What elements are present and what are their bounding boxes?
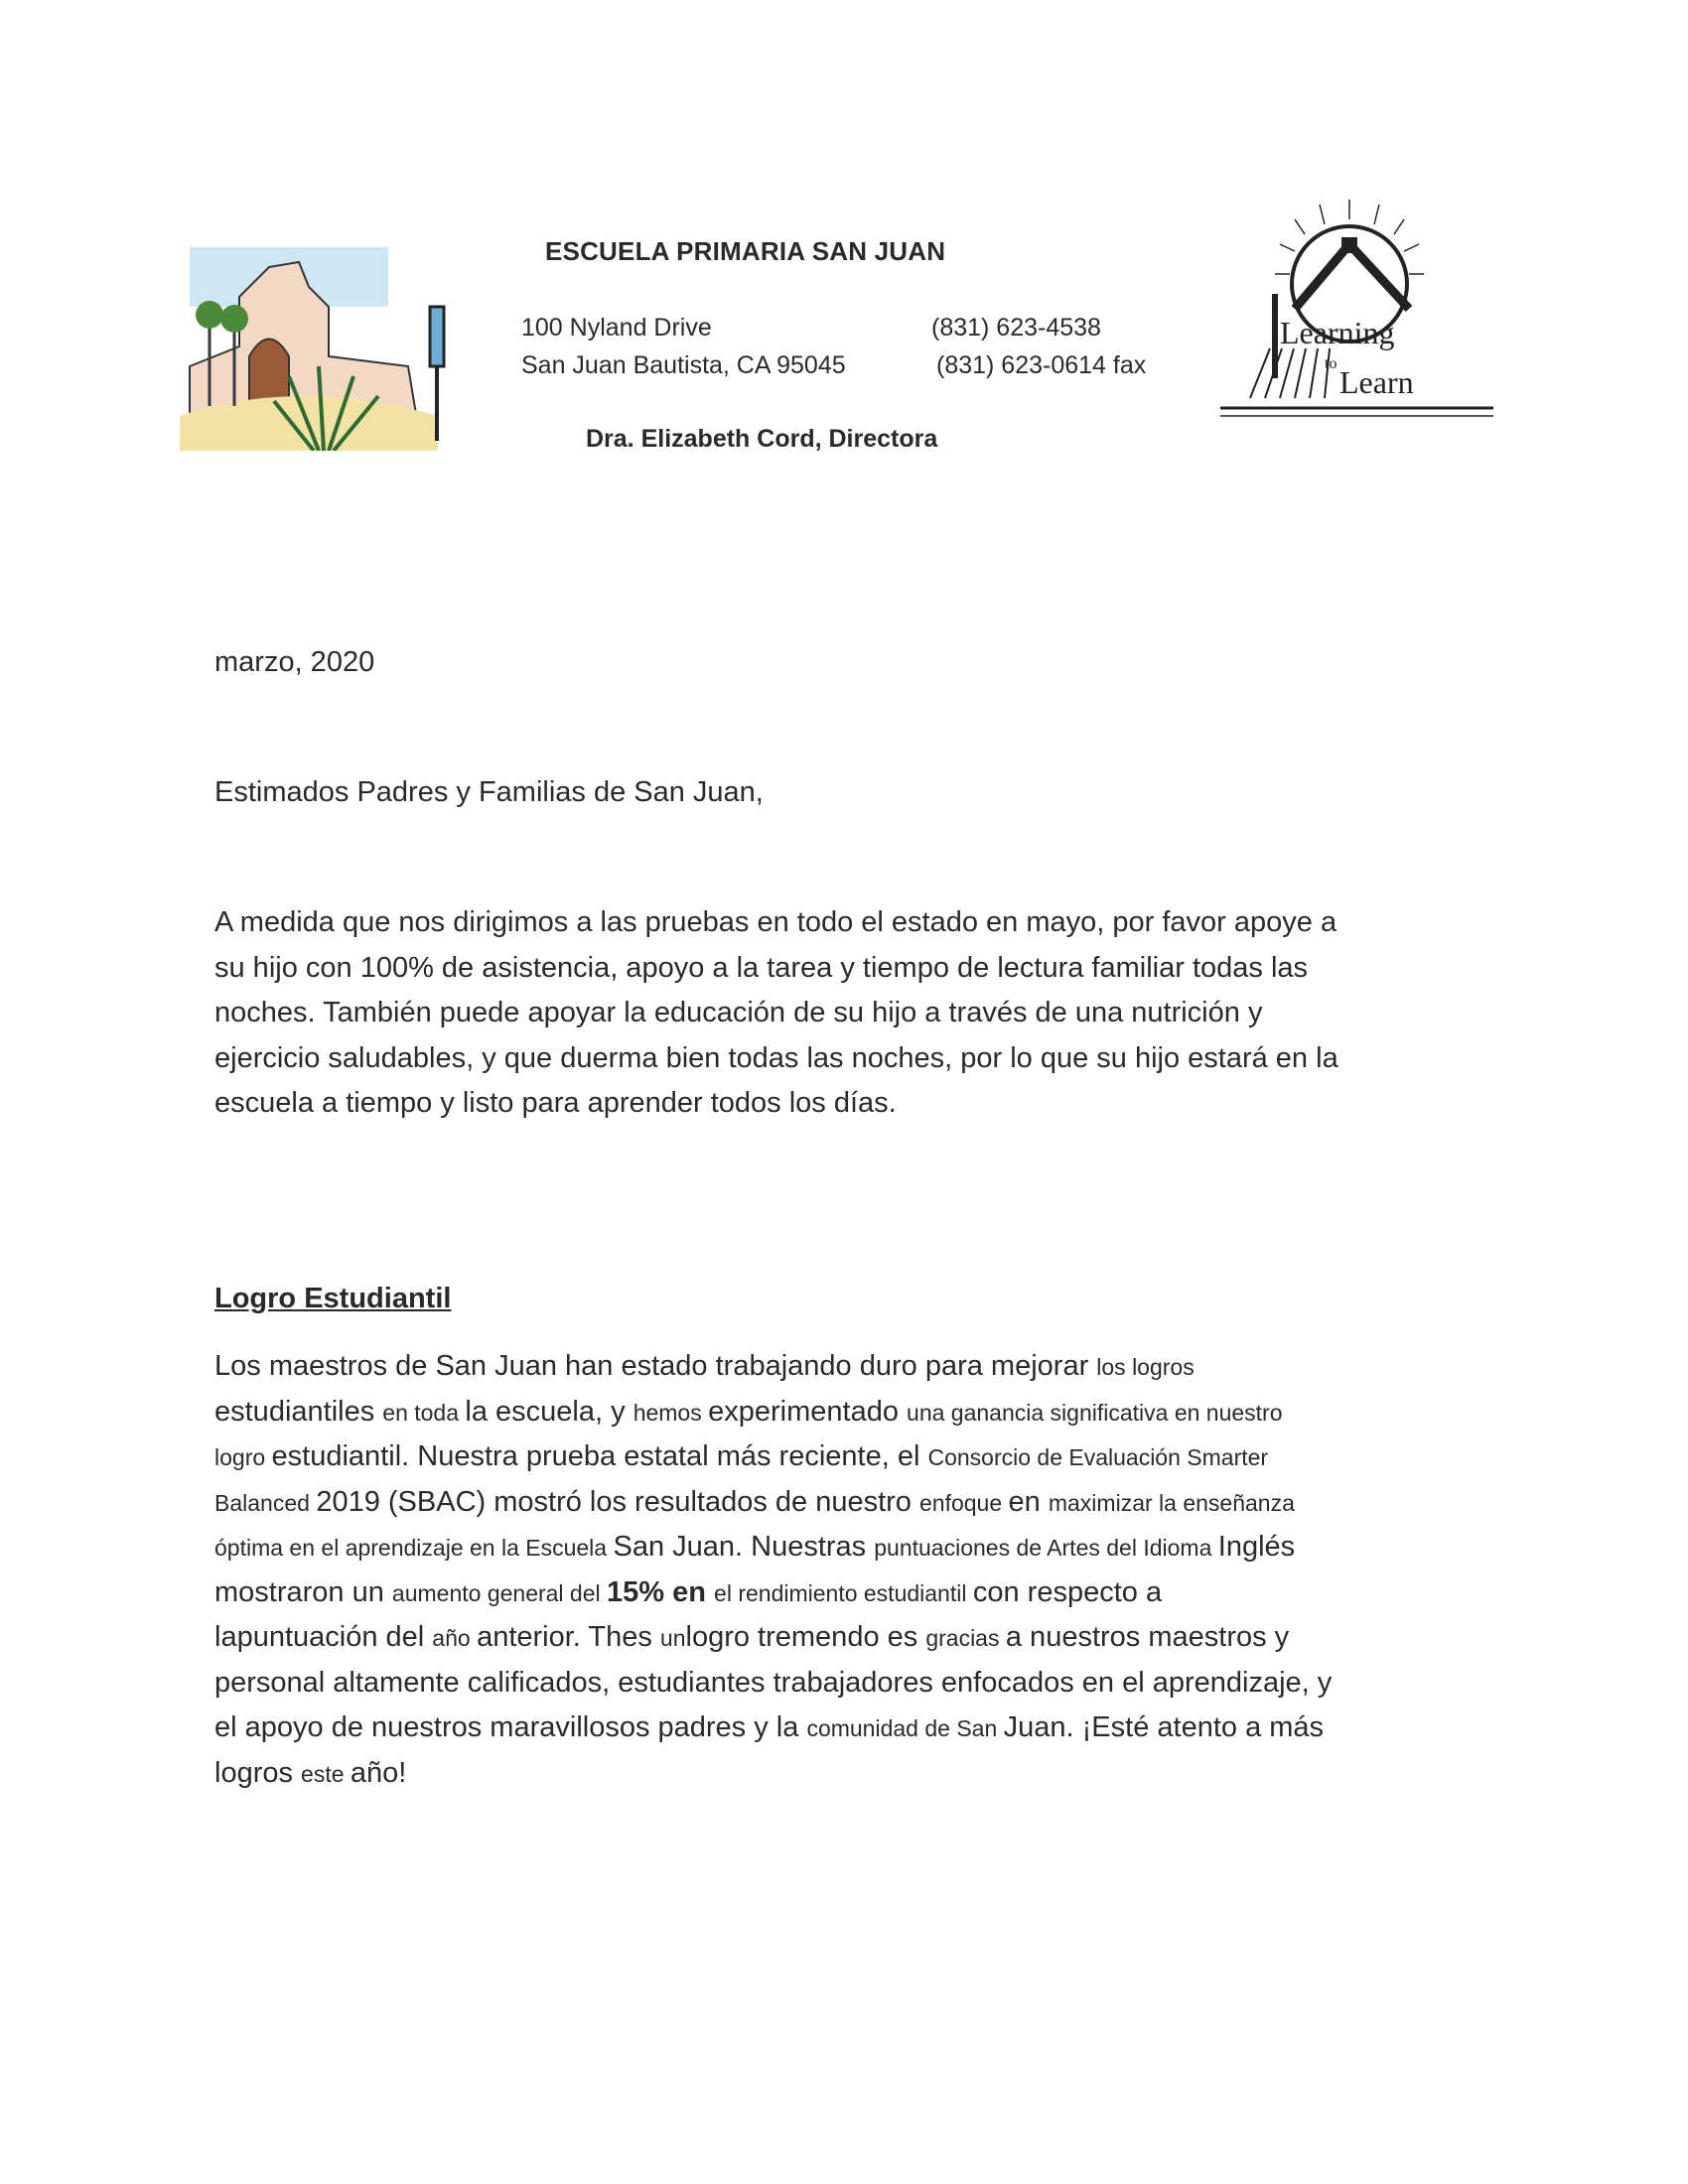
text-segment: un (659, 1625, 686, 1651)
paragraph-line (214, 1525, 1505, 1570)
paragraph-line (214, 1390, 1505, 1435)
text-segment: logro tremendo es (685, 1621, 926, 1653)
paragraph-line: escuela a tiempo y listo para aprender todos los días. (214, 1087, 897, 1119)
text-segment: logro (214, 1444, 272, 1470)
text-segment: aumento general del (391, 1579, 608, 1606)
text-segment: el apoyo de nuestros maravillosos padres y la (214, 1711, 807, 1743)
text-segment: puntuaciones de Artes del Idioma (874, 1535, 1218, 1561)
paragraph-line (214, 1661, 1505, 1706)
text-segment: mostraron un (214, 1575, 392, 1608)
text-segment: Balanced (214, 1489, 317, 1516)
phone-number: (831) 623-4538 (931, 314, 1101, 341)
text-segment: San Juan. Nuestras (613, 1531, 875, 1563)
text-segment: personal altamente calificados, estudiantes trabajadores enfocados en el aprendizaje, y (214, 1666, 1333, 1699)
text-segment: 15% en (607, 1575, 715, 1608)
paragraph-line: ejercicio saludables, y que duerma bien todas las noches, por lo que su hijo estará en la (214, 1041, 1338, 1074)
paragraph-line: su hijo con 100% de asistencia, apoyo a la tarea y tiempo de lectura familiar todas las (214, 951, 1309, 984)
logo-text-learning: Learning (1280, 315, 1395, 350)
text-segment: hemos (633, 1399, 709, 1426)
text-segment: óptima en el aprendizaje en la Escuela (214, 1535, 614, 1561)
text-segment: a nuestros maestros y (1005, 1621, 1290, 1653)
text-segment: Los maestros de San Juan han estado trabajando duro para mejorar (214, 1350, 1097, 1382)
achievement-paragraph (214, 1344, 1505, 1796)
text-segment: los logros (1096, 1354, 1195, 1380)
principal-name: Dra. Elizabeth Cord, Directora (586, 425, 938, 453)
text-segment: Juan. ¡Esté atento a más (1003, 1711, 1325, 1743)
school-illustration (180, 227, 458, 451)
text-segment: año (432, 1625, 478, 1651)
address (521, 309, 846, 384)
paragraph-line: noches. También puede apoyar la educación de su hijo a través de una nutrición y (214, 997, 1263, 1028)
paragraph-line: A medida que nos dirigimos a las pruebas en todo el estado en mayo, por favor apoye a (214, 906, 1337, 938)
paragraph-line (214, 1615, 1505, 1661)
text-segment: Inglés (1217, 1531, 1296, 1563)
contact (931, 309, 1146, 384)
text-segment: maximizar la enseñanza (1048, 1489, 1295, 1516)
text-segment: con respecto a (972, 1575, 1163, 1608)
text-segment: en (1008, 1485, 1049, 1518)
text-segment: lapuntuación del (214, 1621, 433, 1653)
text-segment: estudiantil. Nuestra prueba estatal más reciente, el (271, 1440, 928, 1472)
text-segment: en toda (382, 1399, 466, 1426)
text-segment: la escuela, y (465, 1395, 633, 1428)
paragraph-line (214, 1344, 1505, 1390)
text-segment: el rendimiento estudiantil (714, 1579, 973, 1606)
school-name: ESCUELA PRIMARIA SAN JUAN (545, 236, 946, 266)
letter-date: marzo, 2020 (214, 646, 375, 678)
paragraph-line (214, 1751, 1505, 1797)
text-segment: logros (214, 1756, 302, 1789)
section-heading: Logro Estudiantil (214, 1283, 452, 1314)
text-segment: Consorcio de Evaluación Smarter (927, 1444, 1269, 1470)
text-segment: este (301, 1760, 351, 1787)
text-segment: anterior. Thes (477, 1621, 660, 1653)
text-segment: año! (350, 1756, 407, 1789)
text-segment: enfoque (919, 1489, 1009, 1516)
paragraph-line (214, 1706, 1505, 1751)
paragraph-line (214, 1480, 1505, 1526)
paragraph-line (214, 1570, 1505, 1616)
intro-paragraph (214, 900, 1505, 1127)
greeting: Estimados Padres y Familias de San Juan, (214, 776, 764, 808)
text-segment: 2019 (SBAC) mostró los resultados de nuestro (316, 1485, 919, 1518)
text-segment: experimentado (708, 1395, 908, 1428)
logo-text-learn: Learn (1339, 364, 1414, 400)
fax-number: (831) 623-0614 fax (936, 351, 1147, 379)
text-segment: gracias (925, 1625, 1006, 1651)
address-city: San Juan Bautista, CA 95045 (521, 351, 846, 379)
logo-text-to: to (1325, 355, 1337, 372)
text-segment: estudiantiles (214, 1395, 383, 1428)
text-segment: una ganancia significativa en nuestro (907, 1399, 1283, 1426)
paragraph-line (214, 1434, 1505, 1480)
learning-to-learn-logo (1220, 200, 1493, 423)
address-street: 100 Nyland Drive (521, 314, 712, 341)
text-segment: comunidad de San (806, 1715, 1004, 1741)
